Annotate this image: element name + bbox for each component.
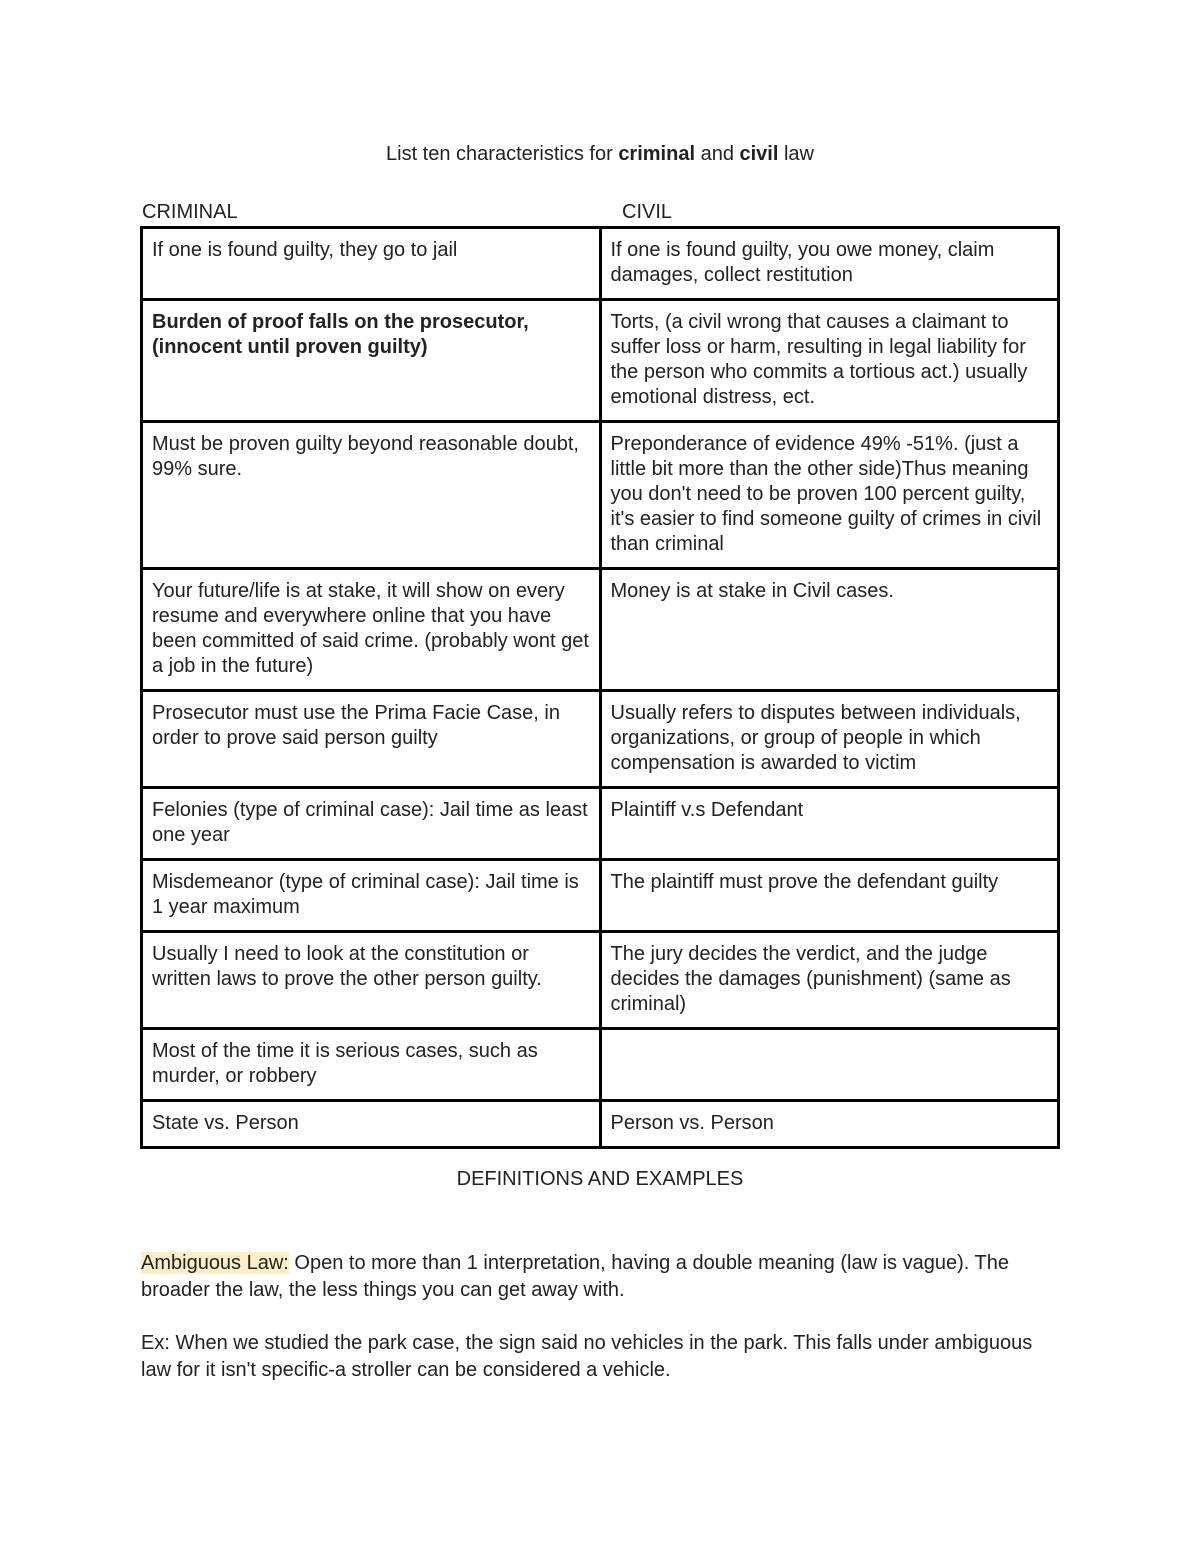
definition-text: Open to more than 1 interpretation, having a double meaning (law is vague). The broader the law, the less things you can get away with. bbox=[141, 1252, 1009, 1301]
table-row bbox=[142, 300, 1059, 422]
criminal-cell: Your future/life is at stake, it will show on every resume and everywhere online that you have been committed of said crime. (probably wont get a job in the future) bbox=[142, 569, 601, 691]
civil-cell: If one is found guilty, you owe money, claim damages, collect restitution bbox=[600, 228, 1059, 300]
table-row bbox=[142, 1029, 1059, 1101]
criminal-cell: Burden of proof falls on the prosecutor, (innocent until proven guilty) bbox=[142, 300, 601, 422]
civil-cell: Torts, (a civil wrong that causes a claimant to suffer loss or harm, resulting in legal liability for the person who commits a tortious act.) usually emotional distress, ect. bbox=[600, 300, 1059, 422]
definition-paragraph bbox=[141, 1250, 1061, 1304]
criminal-cell: Most of the time it is serious cases, such as murder, or robbery bbox=[142, 1029, 601, 1101]
civil-cell: Usually refers to disputes between individuals, organizations, or group of people in which compensation is awarded to victim bbox=[600, 691, 1059, 788]
civil-column-heading: CIVIL bbox=[622, 201, 673, 223]
criminal-column-heading: CRIMINAL bbox=[142, 201, 238, 223]
civil-cell: Money is at stake in Civil cases. bbox=[600, 569, 1059, 691]
page-title bbox=[0, 140, 1200, 168]
table-row bbox=[142, 1101, 1059, 1148]
table-row bbox=[142, 932, 1059, 1029]
criminal-cell: If one is found guilty, they go to jail bbox=[142, 228, 601, 300]
definitions-heading: DEFINITIONS AND EXAMPLES bbox=[456, 1168, 744, 1190]
comparison-table bbox=[140, 226, 1060, 1149]
criminal-cell: Felonies (type of criminal case): Jail time as least one year bbox=[142, 788, 601, 860]
civil-cell: The plaintiff must prove the defendant guilty bbox=[600, 860, 1059, 932]
example-paragraph: Ex: When we studied the park case, the sign said no vehicles in the park. This falls under ambiguous law for it isn't specific-a stroller can be considered a vehicle. bbox=[141, 1332, 1033, 1381]
civil-cell: Plaintiff v.s Defendant bbox=[600, 788, 1059, 860]
title-prefix: List ten characteristics for bbox=[386, 143, 619, 165]
criminal-cell: Misdemeanor (type of criminal case): Jail time is 1 year maximum bbox=[142, 860, 601, 932]
civil-cell: Preponderance of evidence 49% -51%. (just a little bit more than the other side)Thus meaning you don't need to be proven 100 percent guilty, it's easier to find someone guilty of crimes in civil than criminal bbox=[600, 422, 1059, 569]
table-row bbox=[142, 569, 1059, 691]
title-civil-word: civil bbox=[739, 143, 779, 165]
title-middle: and bbox=[695, 143, 740, 165]
table-row bbox=[142, 788, 1059, 860]
table-row bbox=[142, 691, 1059, 788]
title-suffix: law bbox=[778, 143, 814, 165]
highlighted-term: Ambiguous Law: bbox=[141, 1252, 289, 1274]
civil-cell bbox=[600, 1029, 1059, 1101]
table-row bbox=[142, 860, 1059, 932]
criminal-cell: Must be proven guilty beyond reasonable doubt, 99% sure. bbox=[142, 422, 601, 569]
criminal-cell: Prosecutor must use the Prima Facie Case, in order to prove said person guilty bbox=[142, 691, 601, 788]
criminal-cell: Usually I need to look at the constitution or written laws to prove the other person guilty. bbox=[142, 932, 601, 1029]
title-criminal-word: criminal bbox=[618, 143, 696, 165]
civil-cell: Person vs. Person bbox=[600, 1101, 1059, 1148]
table-row bbox=[142, 422, 1059, 569]
table-row bbox=[142, 228, 1059, 300]
criminal-cell: State vs. Person bbox=[142, 1101, 601, 1148]
civil-cell: The jury decides the verdict, and the judge decides the damages (punishment) (same as criminal) bbox=[600, 932, 1059, 1029]
